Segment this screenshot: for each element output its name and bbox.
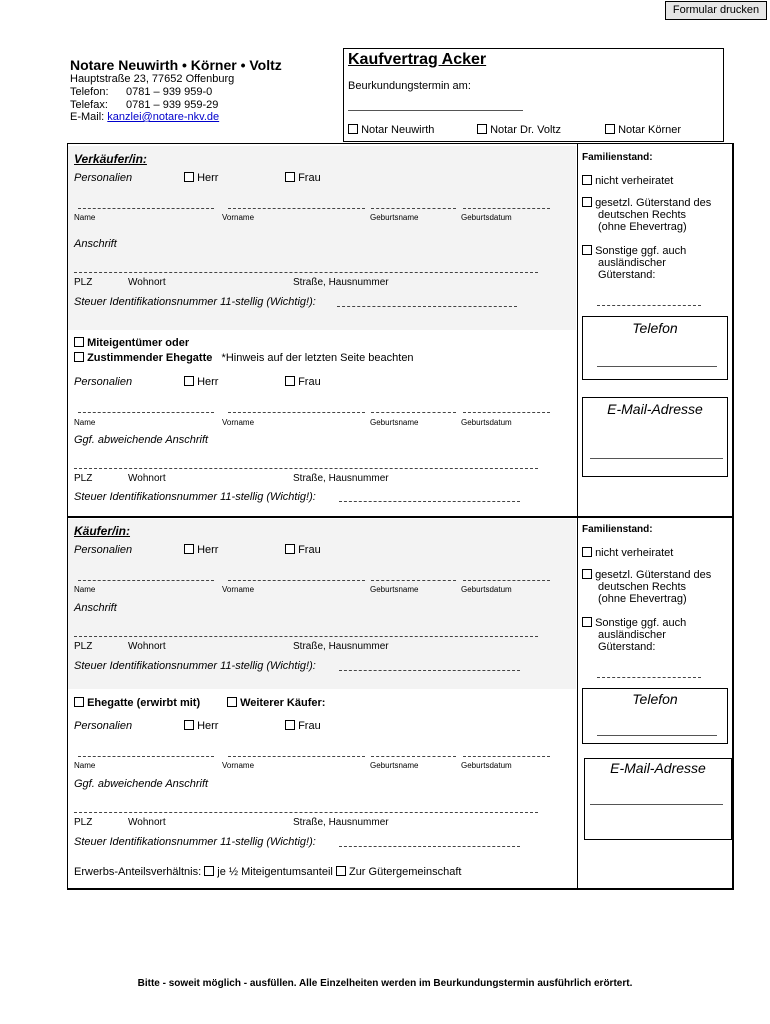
co-owner-label: Miteigentümer oder [87, 337, 190, 349]
contract-title: Kaufvertrag Acker [348, 51, 487, 68]
buyer-other-regime-option[interactable] [582, 617, 686, 653]
geburtsname-field-2[interactable] [371, 412, 456, 413]
checkbox[interactable] [582, 547, 592, 557]
office-name: Notare Neuwirth • Körner • Voltz [70, 57, 282, 73]
address-field[interactable] [74, 272, 538, 273]
alt-address-field[interactable] [74, 468, 538, 469]
name-field[interactable] [78, 208, 214, 209]
notar-option-1[interactable] [348, 124, 434, 136]
strasse-caption-4: Straße, Hausnummer [293, 817, 389, 828]
appointment-field[interactable] [348, 110, 523, 111]
phone-label: Telefon [632, 320, 678, 336]
email-link[interactable]: kanzlei@notare-nkv.de [107, 111, 220, 123]
not-married-label: nicht verheiratet [595, 175, 674, 187]
section-divider [67, 516, 734, 518]
vorname-caption-4: Vorname [222, 761, 255, 770]
office-fax-row [70, 99, 218, 111]
buyer-other-regime-field[interactable] [597, 677, 701, 678]
checkbox[interactable] [582, 617, 592, 627]
vorname-field-2[interactable] [228, 412, 365, 413]
buyer-name-field[interactable] [78, 580, 214, 581]
other-regime-option[interactable] [582, 245, 686, 281]
buyer-email-label: E-Mail-Adresse [610, 760, 706, 776]
buyer-tax-id-field[interactable] [339, 670, 520, 671]
buyer-frau-option-2[interactable] [285, 720, 321, 732]
phone-value: 0781 – 939 959-0 [126, 86, 213, 98]
checkbox[interactable] [184, 376, 194, 386]
buyer-alt-address-field[interactable] [74, 812, 538, 813]
email-label: E-Mail-Adresse [607, 401, 703, 417]
name-field-2[interactable] [78, 412, 214, 413]
marital-status-label: Familienstand: [582, 152, 653, 163]
geburtsdatum-caption-2: Geburtsdatum [461, 418, 512, 427]
buyer-tax-id-label: Steuer Identifikationsnummer 11-stellig (Wichtig!): [74, 660, 316, 672]
checkbox[interactable] [184, 172, 194, 182]
herr-label: Herr [197, 544, 219, 556]
buyer-herr-option[interactable] [184, 544, 218, 556]
plz-caption-2: PLZ [74, 473, 93, 484]
half-share-checkbox[interactable] [204, 866, 214, 876]
half-share-label: je ½ Miteigentumsanteil [217, 866, 333, 878]
print-form-label: Formular drucken [672, 4, 760, 16]
wohnort-caption: Wohnort [128, 277, 166, 288]
buyer-frau-option[interactable] [285, 544, 321, 556]
checkbox[interactable] [582, 175, 592, 185]
other-label-3: Güterstand: [598, 641, 656, 653]
buyer-not-married-option[interactable] [582, 547, 673, 559]
buyer-alt-address-label: Ggf. abweichende Anschrift [74, 778, 209, 790]
buyer-personalien-label-2: Personalien [74, 720, 133, 732]
other-label-2: ausländischer [598, 257, 666, 269]
checkbox[interactable] [582, 245, 592, 255]
other-label-1: Sonstige ggf. auch [595, 245, 687, 257]
strasse-caption-2: Straße, Hausnummer [293, 473, 389, 484]
spouse-buyer-option[interactable] [74, 697, 200, 709]
hint-text: *Hinweis auf der letzten Seite beachten [221, 352, 414, 364]
other-label-2: ausländischer [598, 629, 666, 641]
strasse-caption: Straße, Hausnummer [293, 277, 389, 288]
geburtsdatum-field[interactable] [463, 208, 550, 209]
plz-caption: PLZ [74, 277, 93, 288]
vorname-field[interactable] [228, 208, 365, 209]
checkbox[interactable] [74, 697, 84, 707]
geburtsname-caption-3: Geburtsname [370, 585, 419, 594]
print-form-button[interactable] [665, 1, 767, 20]
buyer-tax-id-field-2[interactable] [339, 846, 520, 847]
other-label-3: Güterstand: [598, 269, 656, 281]
notar-option-2[interactable] [477, 124, 561, 136]
vorname-caption-2: Vorname [222, 418, 255, 427]
checkbox[interactable] [74, 352, 84, 362]
buyer-anschrift-label: Anschrift [74, 602, 117, 614]
email-label: E-Mail: [70, 111, 105, 123]
vorname-caption: Vorname [222, 213, 255, 222]
statutory-label-2: deutschen Rechts [598, 581, 687, 593]
plz-caption-4: PLZ [74, 817, 93, 828]
statutory-label-3: (ohne Ehevertrag) [598, 593, 687, 605]
share-ratio-label: Erwerbs-Anteilsverhältnis: [74, 866, 202, 878]
phone-label: Telefon: [70, 86, 109, 98]
geburtsdatum-caption-3: Geburtsdatum [461, 585, 512, 594]
herr-label: Herr [197, 172, 219, 184]
checkbox[interactable] [285, 720, 295, 730]
checkbox[interactable] [74, 337, 84, 347]
personalien-label: Personalien [74, 172, 133, 184]
buyer-geburtsname-field-2[interactable] [371, 756, 456, 757]
plz-caption-3: PLZ [74, 641, 93, 652]
further-buyer-label: Weiterer Käufer: [240, 697, 326, 709]
fax-label: Telefax: [70, 99, 108, 111]
buyer-personalien-label: Personalien [74, 544, 133, 556]
geburtsname-caption-2: Geburtsname [370, 418, 419, 427]
checkbox[interactable] [477, 124, 487, 134]
frau-label: Frau [298, 172, 321, 184]
tax-id-label-2: Steuer Identifikationsnummer 11-stellig (Wichtig!): [74, 491, 316, 503]
not-married-label: nicht verheiratet [595, 547, 674, 559]
checkbox[interactable] [285, 172, 295, 182]
name-caption: Name [74, 213, 96, 222]
buyer-geburtsdatum-field[interactable] [463, 580, 550, 581]
buyer-phone-label: Telefon [632, 691, 678, 707]
frau-label: Frau [298, 720, 321, 732]
notar-label: Notar Dr. Voltz [490, 124, 561, 136]
geburtsname-field[interactable] [371, 208, 456, 209]
wohnort-caption-3: Wohnort [128, 641, 166, 652]
community-property-checkbox[interactable] [336, 866, 346, 876]
statutory-label-1: gesetzl. Güterstand des [595, 197, 712, 209]
strasse-caption-3: Straße, Hausnummer [293, 641, 389, 652]
buyer-vorname-field[interactable] [228, 580, 365, 581]
checkbox[interactable] [348, 124, 358, 134]
name-caption-2: Name [74, 418, 96, 427]
other-label-1: Sonstige ggf. auch [595, 617, 687, 629]
fax-value: 0781 – 939 959-29 [126, 99, 219, 111]
checkbox[interactable] [184, 720, 194, 730]
checkbox[interactable] [227, 697, 237, 707]
frau-option[interactable] [285, 172, 321, 184]
geburtsname-caption: Geburtsname [370, 213, 419, 222]
alt-address-label: Ggf. abweichende Anschrift [74, 434, 209, 446]
notar-option-3[interactable] [605, 124, 681, 136]
frau-label: Frau [298, 544, 321, 556]
notar-label: Notar Körner [618, 124, 682, 136]
checkbox[interactable] [285, 376, 295, 386]
spouse-buyer-label: Ehegatte (erwirbt mit) [87, 697, 201, 709]
checkbox[interactable] [582, 569, 592, 579]
checkbox[interactable] [605, 124, 615, 134]
office-phone-row [70, 86, 212, 98]
geburtsdatum-field-2[interactable] [463, 412, 550, 413]
consenting-spouse-option[interactable] [74, 352, 414, 364]
further-buyer-option[interactable] [227, 697, 325, 709]
geburtsdatum-caption-4: Geburtsdatum [461, 761, 512, 770]
seller-heading: Verkäufer/in: [74, 152, 147, 166]
buyer-email-field[interactable] [590, 804, 723, 805]
tax-id-field-2[interactable] [339, 501, 520, 502]
share-ratio-row [74, 866, 461, 878]
buyer-name-field-2[interactable] [78, 756, 214, 757]
footer-note: Bitte - soweit möglich - ausfüllen. Alle Einzelheiten werden im Beurkundungstermin ausführlich erörtert. [137, 978, 633, 989]
herr-option[interactable] [184, 172, 218, 184]
personalien-label-2: Personalien [74, 376, 133, 388]
anschrift-label: Anschrift [74, 238, 117, 250]
name-caption-3: Name [74, 585, 96, 594]
buyer-heading: Käufer/in: [74, 524, 131, 538]
checkbox[interactable] [285, 544, 295, 554]
buyer-herr-option-2[interactable] [184, 720, 218, 732]
checkbox[interactable] [582, 197, 592, 207]
wohnort-caption-4: Wohnort [128, 817, 166, 828]
statutory-label-3: (ohne Ehevertrag) [598, 221, 687, 233]
herr-option-2[interactable] [184, 376, 218, 388]
buyer-vorname-field-2[interactable] [228, 756, 365, 757]
geburtsdatum-caption: Geburtsdatum [461, 213, 512, 222]
statutory-label-2: deutschen Rechts [598, 209, 687, 221]
not-married-option[interactable] [582, 175, 673, 187]
checkbox[interactable] [184, 544, 194, 554]
co-owner-option[interactable] [74, 337, 189, 349]
phone-field[interactable] [597, 366, 717, 367]
buyer-statutory-regime-option[interactable] [582, 569, 711, 605]
office-address: Hauptstraße 23, 77652 Offenburg [70, 73, 235, 85]
name-caption-4: Name [74, 761, 96, 770]
office-email-row [70, 111, 219, 123]
community-property-label: Zur Gütergemeinschaft [348, 866, 462, 878]
herr-label: Herr [197, 376, 219, 388]
tax-id-field[interactable] [337, 306, 517, 307]
geburtsname-caption-4: Geburtsname [370, 761, 419, 770]
buyer-tax-id-label-2: Steuer Identifikationsnummer 11-stellig (Wichtig!): [74, 836, 316, 848]
appointment-label: Beurkundungstermin am: [348, 80, 471, 92]
statutory-label-1: gesetzl. Güterstand des [595, 569, 712, 581]
email-field[interactable] [590, 458, 723, 459]
statutory-regime-option[interactable] [582, 197, 711, 233]
buyer-address-field[interactable] [74, 636, 538, 637]
frau-label: Frau [298, 376, 321, 388]
consenting-spouse-label: Zustimmender Ehegatte [87, 352, 213, 364]
herr-label: Herr [197, 720, 219, 732]
buyer-marital-status-label: Familienstand: [582, 524, 653, 535]
tax-id-label: Steuer Identifikationsnummer 11-stellig (Wichtig!): [74, 296, 316, 308]
buyer-phone-field[interactable] [597, 735, 717, 736]
vorname-caption-3: Vorname [222, 585, 255, 594]
wohnort-caption-2: Wohnort [128, 473, 166, 484]
other-regime-field[interactable] [597, 305, 701, 306]
notar-label: Notar Neuwirth [361, 124, 435, 136]
buyer-geburtsdatum-field-2[interactable] [463, 756, 550, 757]
buyer-geburtsname-field[interactable] [371, 580, 456, 581]
frau-option-2[interactable] [285, 376, 321, 388]
